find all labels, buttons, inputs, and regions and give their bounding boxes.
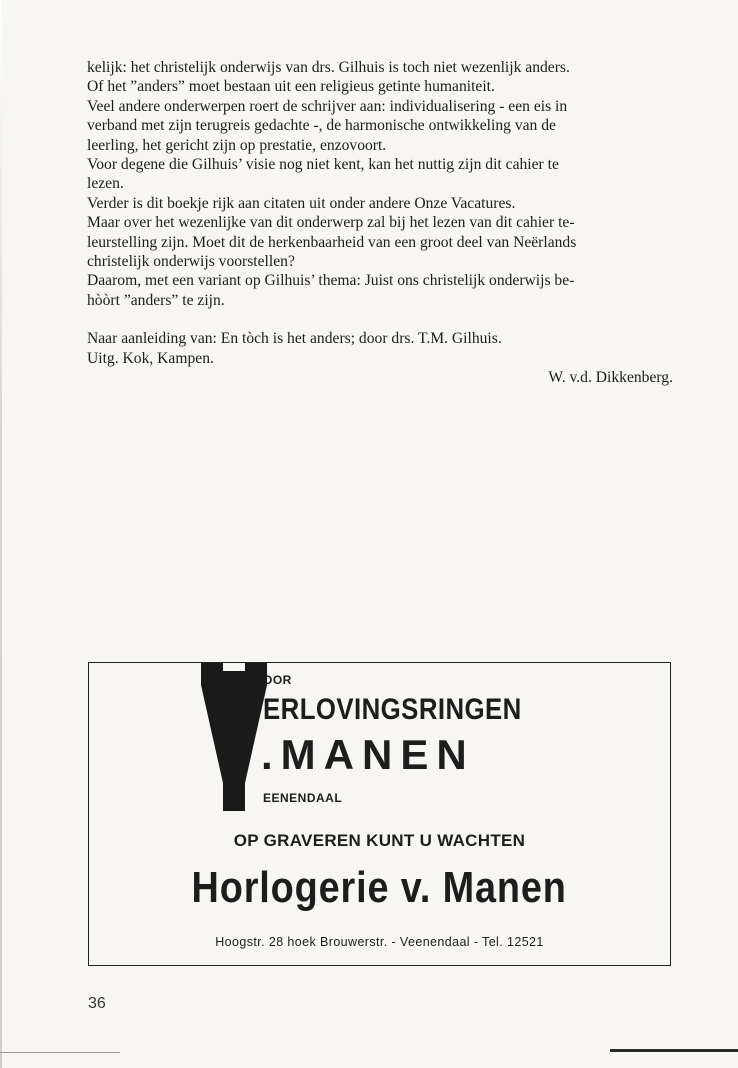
ad-voor-text: OOR xyxy=(263,673,292,687)
ad-veenendaal-text: EENENDAAL xyxy=(263,791,343,805)
article-line: kelijk: het christelijk onderwijs van drs. Gilhuis is toch niet wezenlijk anders. xyxy=(87,59,570,76)
page-number: 36 xyxy=(88,995,106,1012)
article-line: Voor degene die Gilhuis’ visie nog niet kent, kan het nuttig zijn dit cahier te xyxy=(87,156,559,174)
large-v-initial xyxy=(201,663,267,811)
article-line: christelijk onderwijs voorstellen? xyxy=(87,253,295,271)
advertisement-box xyxy=(88,662,671,966)
bottom-rule-right xyxy=(610,1049,738,1052)
article-line: leurstelling zijn. Moet dit de herkenbaarheid van een groot deel van Neërlands xyxy=(87,233,577,251)
article-line: Maar over het wezenlijke van dit onderwerp zal bij het lezen van dit cahier te- xyxy=(87,214,575,232)
article-line: hòòrt ”anders” te zijn. xyxy=(87,291,225,309)
ad-address: Hoogstr. 28 hoek Brouwerstr. - Veenendaal - Tel. 12521 xyxy=(215,935,544,949)
author-signature: W. v.d. Dikkenberg. xyxy=(548,369,673,387)
ad-manen-text: .MANEN xyxy=(261,731,475,778)
source-line: Naar aanleiding van: En tòch is het anders; door drs. T.M. Gilhuis. xyxy=(87,330,502,348)
article-line: leerling, het gericht zijn op prestatie, enzovoort. xyxy=(87,136,387,154)
bottom-rule-left xyxy=(0,1052,120,1053)
ad-verlovingsringen-text: ERLOVINGSRINGEN xyxy=(263,693,522,726)
ad-slogan: OP GRAVEREN KUNT U WACHTEN xyxy=(233,831,526,850)
article-line: lezen. xyxy=(87,175,124,193)
article-line: Verder is dit boekje rijk aan citaten uit onder andere Onze Vacatures. xyxy=(87,194,516,212)
ad-shop-name-text: Horlogerie v. Manen xyxy=(191,863,568,912)
ad-shop-name xyxy=(89,863,670,913)
article-line: Daarom, met een variant op Gilhuis’ thema: Juist ons christelijk onderwijs be- xyxy=(87,272,575,290)
article-line: Of het ”anders” moet bestaan uit een religieus getinte humaniteit. xyxy=(87,78,495,96)
page-edge xyxy=(0,0,2,1068)
article-line: verband met zijn terugreis gedachte -, de harmonische ontwikkeling van de xyxy=(87,117,556,135)
article-line: Veel andere onderwerpen roert de schrijver aan: individualisering - een eis in xyxy=(87,97,568,115)
review-article xyxy=(87,58,677,388)
paragraph-gap xyxy=(87,310,677,329)
source-line: Uitg. Kok, Kampen. xyxy=(87,349,214,367)
